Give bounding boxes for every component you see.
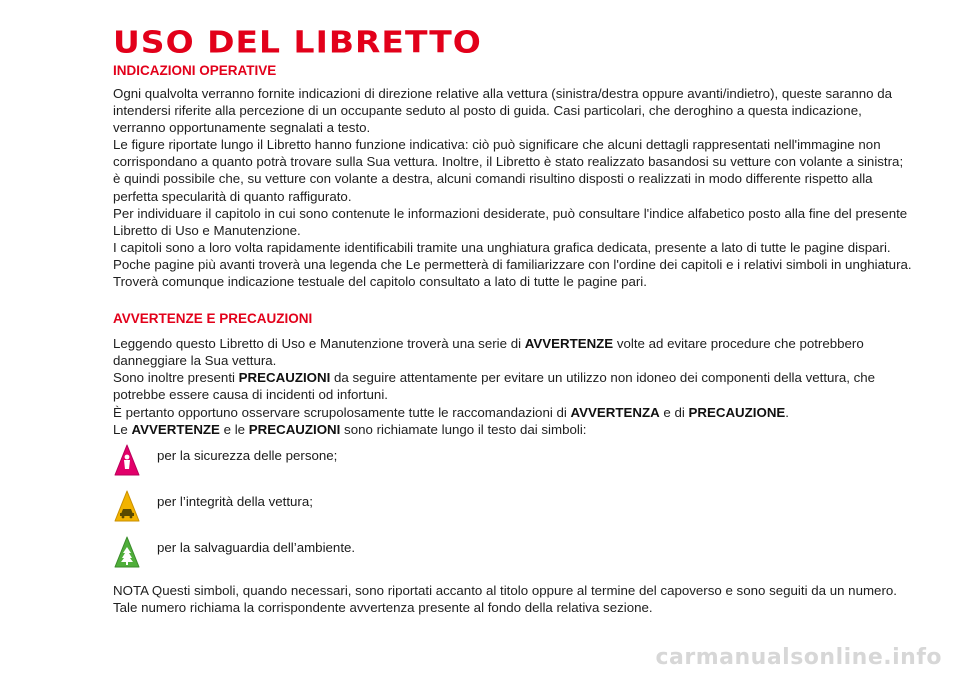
person-warning-icon [113,444,141,478]
paragraph-figure: Le figure riportate lungo il Libretto hanno funzione indicativa: ciò può significare che alcuni dettagli rappresentati nell'immagine non corrispondano a quanto potrà trovare sulla Sua vettura. Inoltre, il Libretto è stato realizzato basandosi su vetture con volante a sinistra; è quindi possibile che, su vetture con volante a destra, alcuni comandi risultino disposti o realizzati in modo differente rispetto alla perfetta specularità di quanto raffigurato. [113,137,904,204]
text-run: da seguire attentamente per evitare un utilizzo non idoneo dei componenti della vettura, che potrebbe essere causa di incidenti od infortuni. [113,370,876,403]
text-run: Le [113,421,132,437]
bold-term: PRECAUZIONI [238,370,331,386]
symbol-text-ambiente: per la salvaguardia dell’ambiente. [157,539,356,555]
text-run: . [785,404,789,420]
paragraph-simboli-intro [113,421,913,438]
paragraph-precauzioni [113,369,913,403]
bold-term: AVVERTENZA [570,404,660,420]
paragraph-capitoli: I capitoli sono a loro volta rapidamente identificabili tramite una unghiatura grafica dedicata, presente a lato di tutte le pagine dispari. Poche pagine più avanti troverà una legenda che Le permetterà di familiarizzare con l'ordine dei capitoli e i relativi simboli in unghiatura. Troverà comunque indicazione testuale del capitolo consultato a lato di tutte le pagine pari. [113,239,912,290]
section-body-avvertenze [113,335,913,616]
bold-term: AVVERTENZE [524,336,614,352]
bold-term: PRECAUZIONE [688,404,786,420]
bold-term: PRECAUZIONI [248,421,341,437]
symbol-row-ambiente [113,536,913,576]
paragraph-indice: Per individuare il capitolo in cui sono contenute le informazioni desiderate, può consultare l'indice alfabetico posto alla fine del presente Libretto di Uso e Manutenzione. [113,205,908,238]
manual-page [113,26,913,616]
text-run: e le [219,421,249,437]
text-run: Sono inoltre presenti [113,370,239,386]
symbol-text-vettura: per l’integrità della vettura; [157,493,313,509]
section-heading-indicazioni: INDICAZIONI OPERATIVE [113,63,277,78]
page-title: USO DEL LIBRETTO [113,24,482,61]
text-run: Leggendo questo Libretto di Uso e Manutenzione troverà una serie di [113,336,525,352]
text-run: volte ad evitare procedure che potrebbero danneggiare la Sua vettura. [113,336,864,369]
car-warning-icon [113,490,141,524]
symbol-text-persone: per la sicurezza delle persone; [157,447,338,463]
text-run: È pertanto opportuno osservare scrupolosamente tutte le raccomandazioni di [113,404,571,420]
watermark: carmanualsonline.info [655,645,942,670]
note-paragraph: NOTA Questi simboli, quando necessari, sono riportati accanto al titolo oppure al termine del capoverso e sono seguiti da un numero. Tale numero richiama la corrispondente avvertenza presente al fondo della relativa sezione. [113,582,897,615]
paragraph-avvertenze [113,335,913,369]
paragraph-raccomandazioni [113,404,913,421]
tree-warning-icon [113,536,141,570]
text-run: e di [659,404,689,420]
section-heading-avvertenze: AVVERTENZE E PRECAUZIONI [113,311,313,327]
symbol-row-persone [113,444,913,484]
text-run: sono richiamate lungo il testo dai simboli: [340,421,587,437]
paragraph-direzioni: Ogni qualvolta verranno fornite indicazioni di direzione relative alla vettura (sinistra/destra oppure avanti/indietro), queste saranno da intendersi riferite alla percezione di un occupante seduto al posto di guida. Casi particolari, che deroghino a questa indicazione, verranno opportunamente segnalati a testo. [113,86,893,136]
symbol-row-vettura [113,490,913,530]
section-body-indicazioni [113,85,913,290]
bold-term: AVVERTENZE [131,421,220,437]
